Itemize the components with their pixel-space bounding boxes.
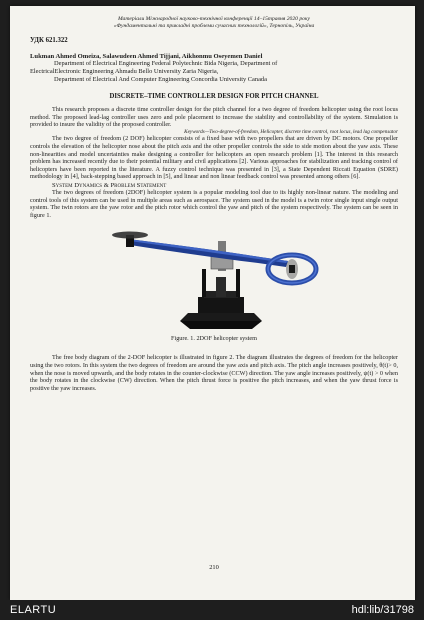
helicopter-illustration [30, 221, 398, 333]
affiliation-line: ElectricalElectronic Engineering Ahmadu Bello University Zaria Nigeria, [30, 68, 219, 75]
document-page [10, 6, 415, 600]
conference-header [30, 16, 398, 30]
header-line-2: «Фундаментальні та прикладні проблеми сучасних технологій», Тернопіль, Україна [113, 23, 315, 29]
repository-footer [0, 600, 424, 620]
affiliation-line: Department of Electrical Engineering Federal Polytechnic Bida Nigeria, Department of [54, 60, 278, 67]
figure-caption: Figure. 1. 2DOF helicopter system [171, 335, 257, 343]
affiliation-line: Department of Electrical And Computer Engineering Concordia University Canada [54, 76, 267, 83]
author-list: Lukman Ahmed Omeiza, Salawudeen Ahmed Tijjani, Aikhonmu Oseyemen Daniel [30, 53, 263, 60]
section-heading: System Dynamics & Problem Statement [52, 181, 167, 189]
udk-code: УДК 621.322 [30, 37, 68, 44]
section-paragraph: The two degrees of freedom (2DOF) helicopter system is a popular modeling tool due to its highly non-linear nature. The modeling and control tools of this system can be used in multiple areas such as aerospace. The system used in the model is a twin rotor single input single output system. The twin rotors are the yaw rotor and the pitch rotor which control the yaw and pitch of the system respectively. The system can be seen in figure 1. [30, 188, 398, 219]
repository-name: ELARTU [10, 604, 57, 616]
page-content [30, 16, 398, 571]
paper-title: DISCRETE–TIME CONTROLLER DESIGN FOR PITCH CHANNEL [109, 93, 319, 100]
handle-identifier: hdl:lib/31798 [351, 604, 414, 616]
abstract: This research proposes a discrete time controller design for the pitch channel for a two degree of freedom helicopter using the root locus method. The proposed lead-lag controller uses zero and pole placement to increase the stability and controllability of the system. Simulation is provided to insure the validity of the proposed controller. [30, 106, 398, 129]
keywords: Keywords—Two-degree-of-freedom, Helicopter, discrete time control, root locus, lead lag compensator [184, 128, 398, 135]
affiliations [30, 60, 398, 84]
page-number: 210 [209, 564, 219, 571]
header-line-1: Матеріали Міжнародної науково-технічної конференції 14–15травня 2020 року [117, 16, 311, 22]
body-paragraph: The free body diagram of the 2-DOF helicopter is illustrated in figure 2. The diagram illustrates the degrees of freedom for the helicopter using the two rotors. In this system the two degrees of freedom are around the yaw axis and pitch axis. The pitch angle increases positively, θ(t)> 0, when the nose is moved upwards, and the body rotates in the counter-clockwise (CCW) direction. The yaw angle increases positively, ψ(t) > 0 when the body rotates in the clockwise (CW) direction. When the pitch thrust force is positive the pitch increases, and when the yaw thrust force is positive the yaw increases. [30, 354, 398, 392]
intro-paragraph: The two degree of freedom (2 DOF) helicopter consists of a fixed base with two propellers that are driven by DC motors. One propeller controls the elevation of the helicopter nose about the pitch axis and the other propeller controls the side to side motion about the yaw axis. These non-linearities and model uncertainties make designing a controller for helicopters an open research problem [1]. The interest in this research problem has increased recently due to their potential military and civil applications [2]. Various approaches for stabilization and tracking control of helicopters have been reported in the literature. A fuzzy control technique was presented in [3], a State Dependent Riccati Equation (SDRE) methodology in [4], back-stepping based approach in [5], and linear and non linear feedback control was presented among others [6]. [30, 135, 398, 181]
helicopter-figure [30, 221, 398, 333]
